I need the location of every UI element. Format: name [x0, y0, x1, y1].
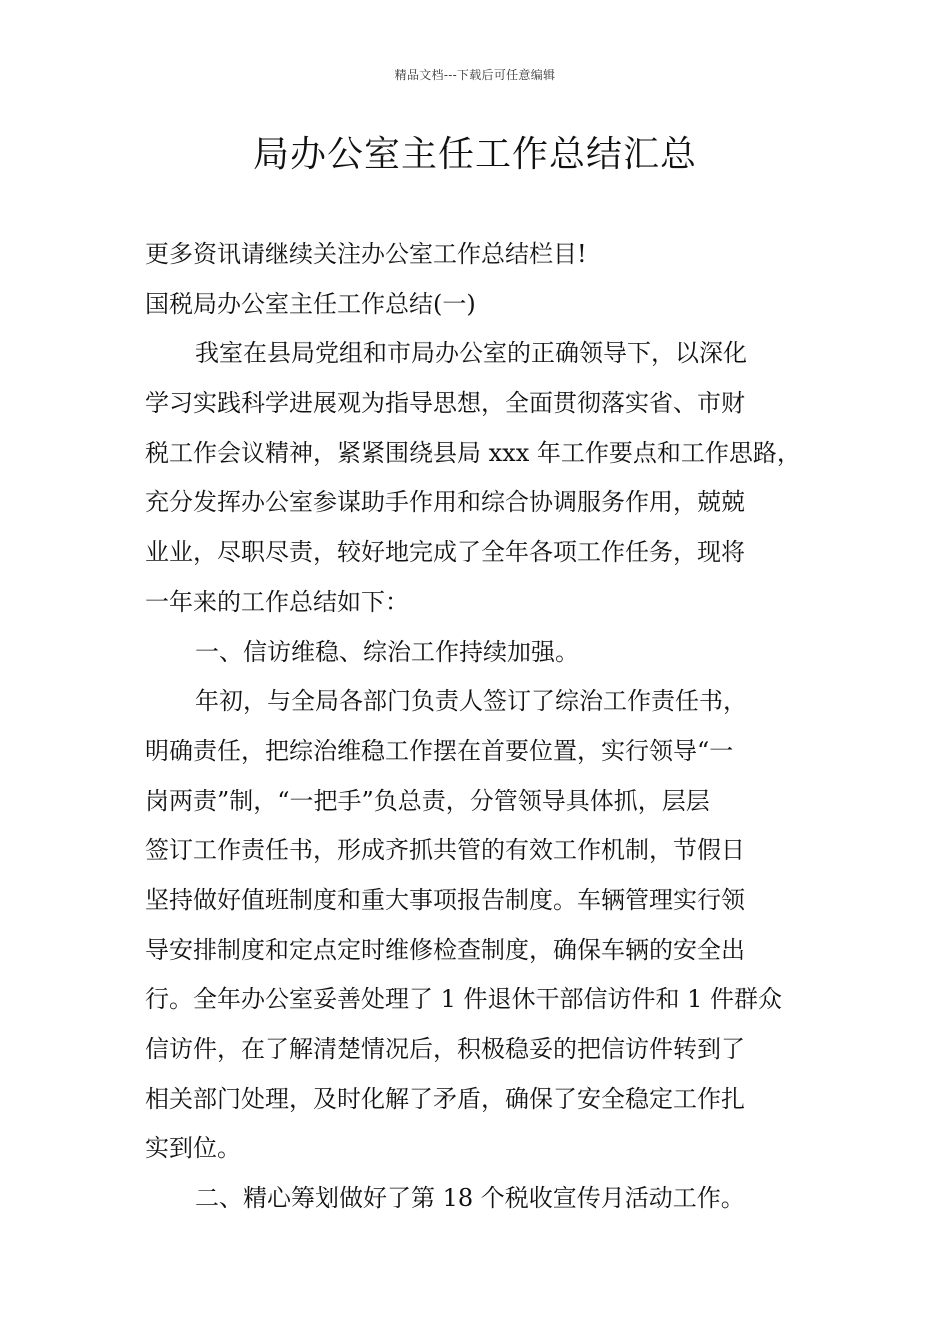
- text-line: 信访件，在了解清楚情况后，积极稳妥的把信访件转到了: [145, 1035, 745, 1063]
- document-title: 局办公室主任工作总结汇总: [252, 134, 697, 175]
- text-line: 一、信访维稳、综治工作持续加强。: [195, 637, 579, 666]
- text-line: 充分发挥办公室参谋助手作用和综合协调服务作用，兢兢: [145, 488, 745, 517]
- header-note: 精品文档---下载后可任意编辑: [394, 68, 556, 82]
- text-line: 年初，与全局各部门负责人签订了综治工作责任书，: [195, 687, 747, 716]
- text-line: 我室在县局党组和市局办公室的正确领导下，以深化: [195, 339, 747, 368]
- text-line: 实到位。: [145, 1134, 241, 1163]
- text-line: 明确责任，把综治维稳工作摆在首要位置，实行领导“一: [145, 736, 734, 765]
- text-line: 行。全年办公室妥善处理了 1 件退休干部信访件和 1 件群众: [145, 985, 783, 1014]
- document-body: [145, 230, 825, 1224]
- text-line: 签订工作责任书，形成齐抓共管的有效工作机制，节假日: [145, 836, 745, 865]
- text-line: 相关部门处理，及时化解了矛盾，确保了安全稳定工作扎: [145, 1084, 745, 1113]
- text-line: 导安排制度和定点定时维修检查制度，确保车辆的安全出: [145, 935, 745, 964]
- text-line: 国税局办公室主任工作总结(一): [145, 289, 476, 318]
- text-line: 学习实践科学进展观为指导思想，全面贯彻落实省、市财: [145, 389, 745, 418]
- text-line: 坚持做好值班制度和重大事项报告制度。车辆管理实行领: [145, 885, 745, 914]
- text-line: 一年来的工作总结如下：: [145, 587, 409, 616]
- text-line: 更多资讯请继续关注办公室工作总结栏目!: [145, 240, 587, 268]
- text-line: 业业，尽职尽责，较好地完成了全年各项工作任务，现将: [145, 538, 745, 567]
- text-line: 二、精心筹划做好了第 18 个税收宣传月活动工作。: [195, 1184, 745, 1213]
- text-line: 岗两责”制，“一把手”负总责，分管领导具体抓，层层: [145, 786, 710, 815]
- text-line: 税工作会议精神，紧紧围绕县局 xxx 年工作要点和工作思路，: [145, 438, 801, 467]
